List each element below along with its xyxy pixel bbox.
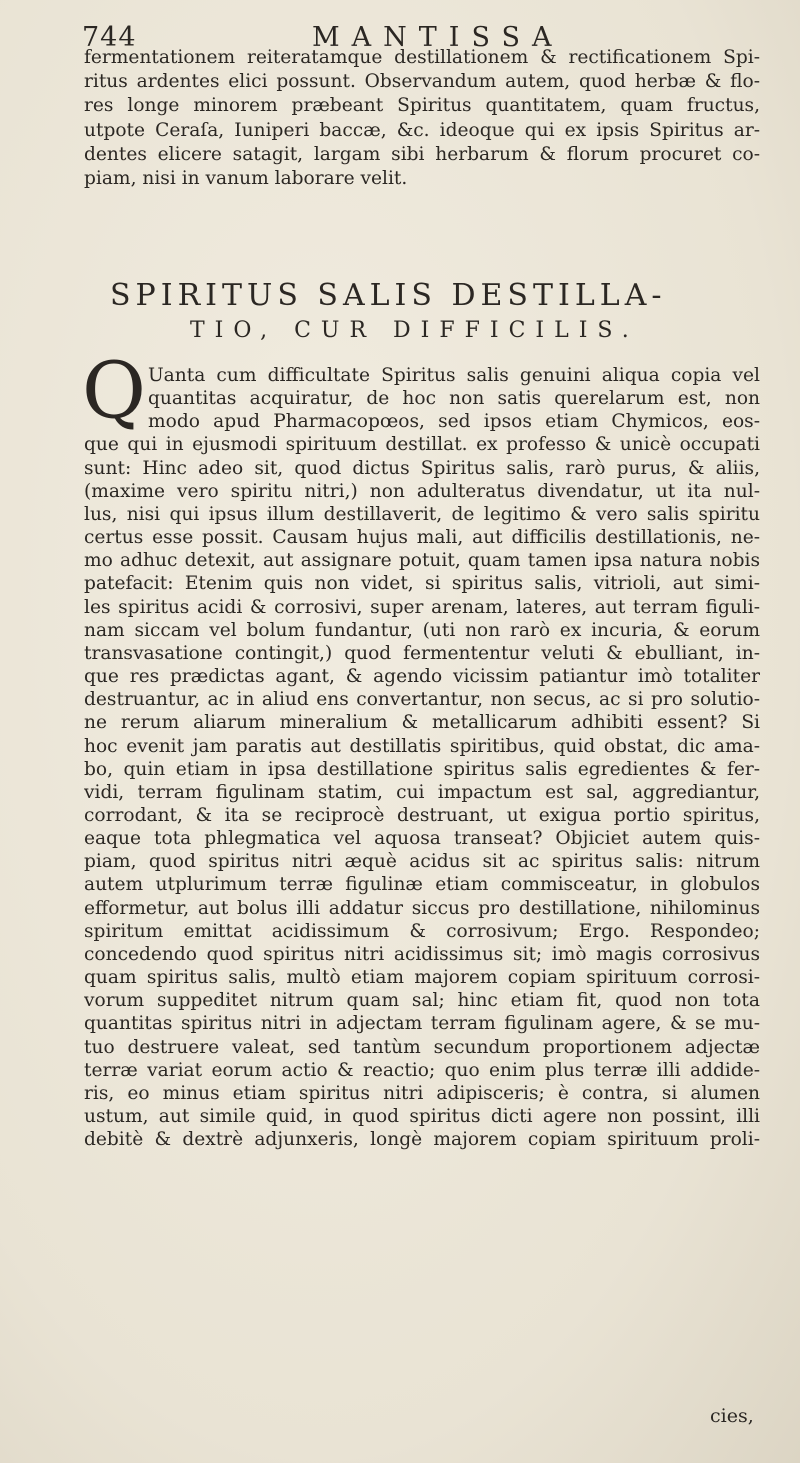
text-line: destruantur, ac in aliud ens convertantur, non secus, ac si pro solutio- [84,689,760,711]
text-line: quantitas spiritus nitri in adjectam terram figulinam agere, & se mu- [84,1013,760,1035]
text-line: piam, nisi in vanum laborare velit. [84,168,408,190]
text-line: res longe minorem præbeant Spiritus quantitatem, quam fructus, [84,95,760,117]
catchword: cies, [710,1405,754,1427]
drop-cap: Q [82,346,146,436]
text-line: que qui in ejusmodi spirituum destillat. ex professo & unicè occupati [84,434,760,456]
text-line: concedendo quod spiritus nitri acidissimus sit; imò magis corrosivus [84,943,760,965]
text-line: mo adhuc detexit, aut assignare potuit, quam tamen ipsa natura nobis [84,550,760,572]
text-line: vorum suppeditet nitrum quam sal; hinc etiam fit, quod non tota [84,990,760,1012]
text-line: modo apud Pharmacopœos, sed ipsos etiam Chymicos, eos- [148,411,760,433]
text-line: nam siccam vel bolum fundantur, (uti non rarò ex incuria, & eorum [84,619,760,641]
section-title-line2: TIO, CUR DIFFICILIS. [190,318,639,343]
text-line: hoc evenit jam paratis aut destillatis spiritibus, quid obstat, dic ama- [84,735,760,757]
section-title-line1: SPIRITUS SALIS DESTILLA- [110,278,667,313]
text-line: patefacit: Etenim quis non videt, si spiritus salis, vitrioli, aut simi- [84,573,760,595]
text-line: bo, quin etiam in ipsa destillatione spiritus salis egredientes & fer- [84,758,760,780]
text-line: ritus ardentes elici possunt. Observandum autem, quod herbæ & flo- [84,71,760,93]
text-line: ris, eo minus etiam spiritus nitri adipisceris; è contra, si alumen [84,1082,760,1104]
text-line: efformetur, aut bolus illi addatur siccus pro destillatione, nihilominus [84,897,760,919]
text-line: ustum, aut simile quid, in quod spiritus dicti agere non possint, illi [84,1106,760,1127]
text-line: vidi, terram figulinam statim, cui impactum est sal, aggrediantur, [84,781,760,803]
running-head: MANTISSA [312,22,564,53]
text-line: transvasatione contingit,) quod fermententur veluti & ebulliant, in- [84,642,760,664]
text-line: autem utplurimum terræ figulinæ etiam commisceatur, in globulos [84,874,760,896]
text-line: sunt: Hinc adeo sit, quod dictus Spiritus salis, rarò purus, & aliis, [84,457,760,479]
text-line: utpote Ceraſa, Iuniperi baccæ, &c. ideoque qui ex ipsis Spiritus ar- [84,119,760,141]
text-line: fermentationem reiteratamque destillationem & rectificationem Spi- [84,47,760,68]
text-line: quam spiritus salis, multò etiam majorem copiam spirituum corrosi- [84,967,760,989]
page-number: 744 [82,22,137,53]
text-line: que res prædictas agant, & agendo vicissim patiantur imò totaliter [84,666,760,688]
text-line: dentes elicere satagit, largam sibi herbarum & florum procuret co- [84,143,760,165]
text-line: tuo destruere valeat, sed tantùm secundum proportionem adjectæ [84,1036,760,1058]
text-line: lus, nisi qui ipsus illum destillaverit, de legitimo & vero salis spiritu [84,503,760,525]
section-body [84,364,760,1151]
text-line: terræ variat eorum actio & reactio; quo enim plus terræ illi addide- [84,1059,760,1081]
text-line: eaque tota phlegmatica vel aquosa transeat? Objiciet autem quis- [84,828,760,850]
text-line: ne rerum aliarum mineralium & metallicarum adhibiti essent? Si [84,712,760,734]
text-line: (maxime vero spiritu nitri,) non adulteratus divendatur, ut ita nul- [84,480,760,502]
text-line: spiritum emittat acidissimum & corrosivum; Ergo. Respondeo; [84,920,760,942]
text-line: les spiritus acidi & corrosivi, super arenam, lateres, aut terram figuli- [84,596,760,618]
text-line: piam, quod spiritus nitri æquè acidus sit ac spiritus salis: nitrum [84,851,760,873]
text-line: certus esse possit. Causam hujus mali, aut difficilis destillationis, ne- [84,527,760,549]
text-line: debitè & dextrè adjunxeris, longè majorem copiam spirituum proli- [84,1129,760,1151]
text-line: Uanta cum difficultate Spiritus salis genuini aliqua copia vel [148,365,760,386]
text-line: corrodant, & ita se reciprocè destruant, ut exigua portio spiritus, [84,804,760,826]
opening-paragraph [84,46,760,191]
text-line: quantitas acquiratur, de hoc non satis querelarum est, non [148,388,760,410]
